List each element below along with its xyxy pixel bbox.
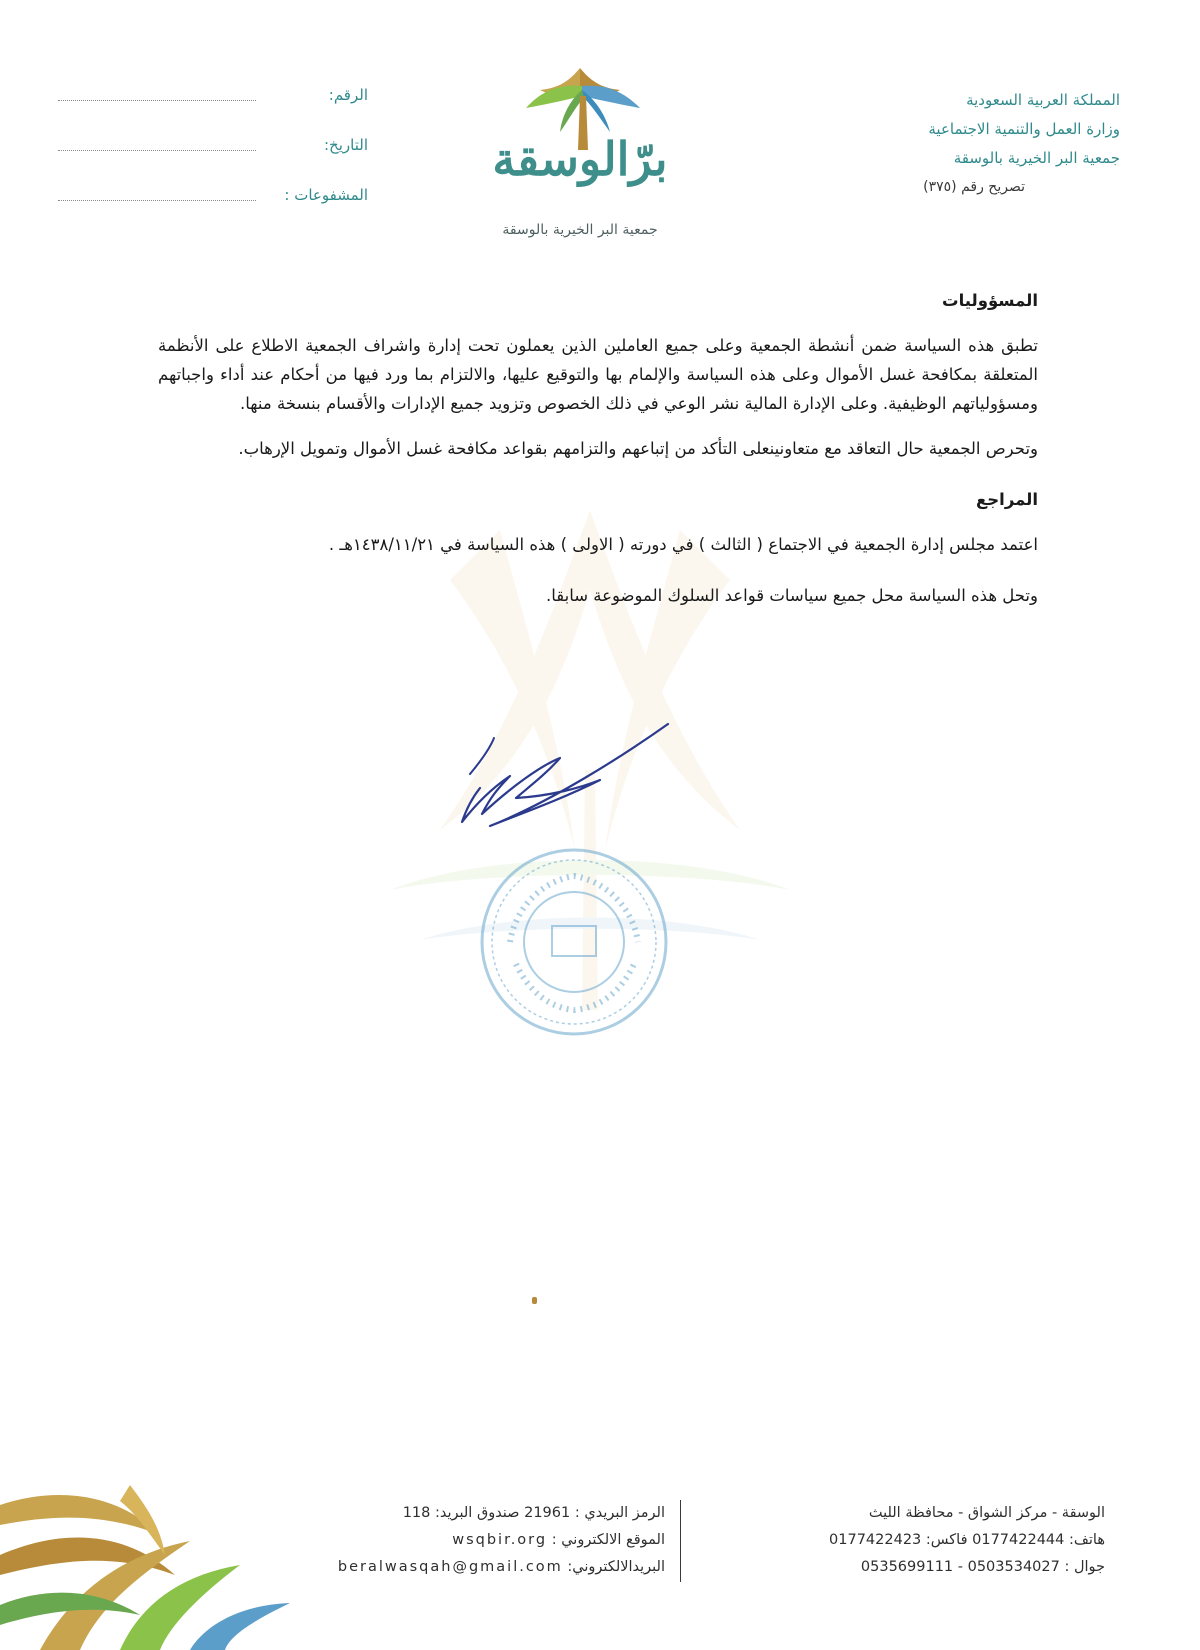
logo-caption: جمعية البر الخيرية بالوسقة: [502, 222, 658, 238]
ministry-name: وزارة العمل والتنمية الاجتماعية: [928, 120, 1120, 138]
responsibilities-paragraph: تطبق هذه السياسة ضمن أنشطة الجمعية وعلى جميع العاملين الذين يعملون تحت إدارة واشراف الجمعية الاطلاع على الأنظمة المتعلقة بمكافحة غسل الأموال وعلى هذه السياسة والإلمام بها والتوقيع عليها، والالتزام بما ورد فيها من أحكام عند أداء واجباتهم ومسؤولياتهم الوظيفية. وعلى الإدارة المالية نشر الوعي في ذلك الخصوص وتزويد جميع الإدارات والأقسام بنسخة منها.: [158, 336, 1038, 413]
permit-number: تصريح رقم (٣٧٥): [923, 179, 1025, 195]
logo-wordmark: برّالوسقة: [492, 132, 668, 186]
signature-image: [450, 718, 690, 838]
footer-divider: [680, 1500, 681, 1582]
footer-website: الموقع الالكتروني : wsqbir.org: [452, 1532, 665, 1548]
footer-mobile: جوال : 0503534027 - 0535699111: [860, 1559, 1105, 1575]
organization-header: [820, 86, 1120, 202]
dotted-line: [58, 200, 256, 201]
dotted-line: [58, 100, 256, 101]
dotted-line: [58, 150, 256, 151]
contractors-paragraph: وتحرص الجمعية حال التعاقد مع متعاونينعلى التأكد من إتباعهم والتزامهم بقواعد مكافحة غسل الأموال وتمويل الإرهاب.: [238, 439, 1038, 458]
reference-number-field: [58, 86, 368, 136]
letter-body: [158, 286, 1038, 626]
field-label: الرقم:: [328, 86, 368, 104]
approval-paragraph: اعتمد مجلس إدارة الجمعية في الاجتماع ( الثالث ) في دورته ( الاولى ) هذه السياسة في ١٤٣٨/١١/٢١هـ .: [328, 535, 1038, 554]
association-name: جمعية البر الخيرية بالوسقة: [953, 149, 1120, 167]
field-label: المشفوعات :: [284, 186, 368, 204]
country-name: المملكة العربية السعودية: [966, 91, 1120, 109]
responsibilities-heading: المسؤوليات: [941, 291, 1038, 310]
footer-email: البريدالالكتروني: beralwasqah@gmail.com: [337, 1559, 665, 1575]
association-stamp-icon: [476, 844, 672, 1040]
references-heading: المراجع: [976, 490, 1038, 509]
footer-address: الوسقة - مركز الشواق - محافظة الليث: [868, 1505, 1105, 1521]
footer-online: [255, 1500, 665, 1581]
footer-phone-fax: هاتف: 0177422444 فاكس: 0177422423: [829, 1532, 1105, 1548]
footer-contact: [695, 1500, 1105, 1581]
reference-fields: [58, 86, 368, 236]
field-label: التاريخ:: [324, 136, 368, 154]
footer-po-box: الرمز البريدي : 21961 صندوق البريد: 118: [402, 1505, 665, 1521]
date-field: [58, 136, 368, 186]
attachments-field: [58, 186, 368, 236]
replacement-paragraph: وتحل هذه السياسة محل جميع سياسات قواعد السلوك الموضوعة سابقا.: [545, 586, 1038, 605]
stray-mark: [532, 1297, 537, 1304]
